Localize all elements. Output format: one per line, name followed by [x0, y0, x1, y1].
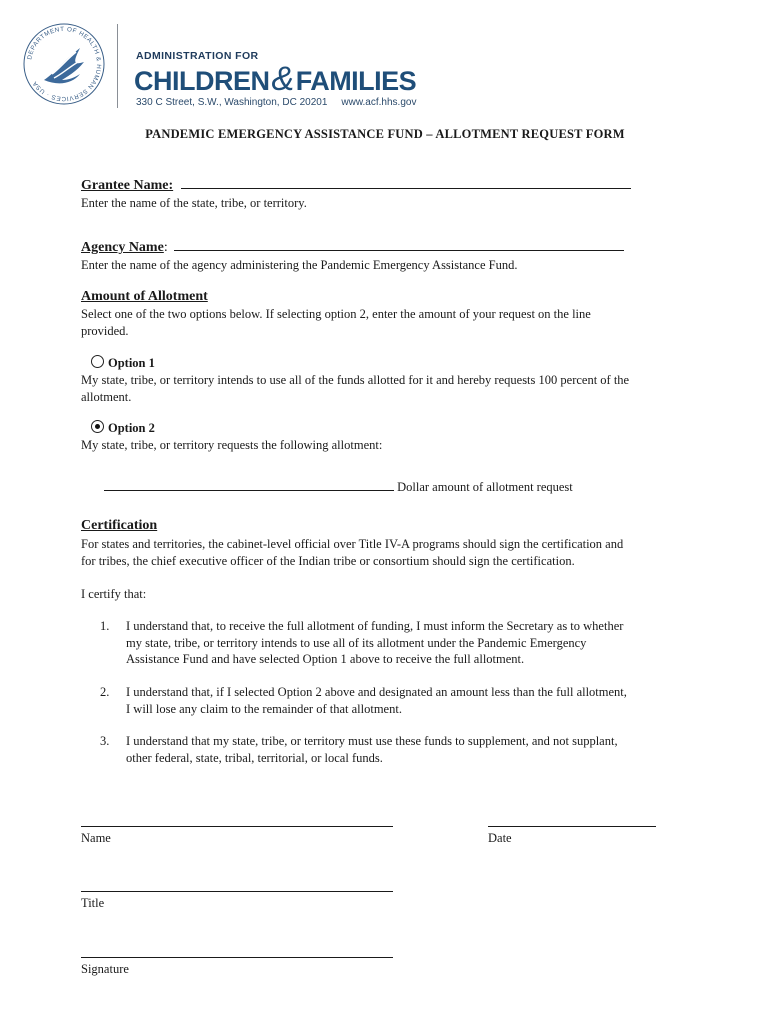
item-number: 3.	[100, 734, 110, 748]
allotment-instructions-line2: provided.	[81, 323, 129, 338]
option2-description: My state, tribe, or territory requests the following allotment:	[81, 438, 383, 452]
title-signature-line[interactable]	[81, 890, 393, 892]
amount-field[interactable]	[104, 478, 394, 491]
agency-name-field[interactable]	[174, 238, 624, 251]
option2-row[interactable]	[91, 420, 155, 436]
item-line: Assistance Fund and have selected Option 1 above to receive the full allotment.	[126, 652, 525, 666]
grantee-name-field[interactable]	[181, 176, 631, 189]
option1-radio[interactable]	[91, 355, 104, 368]
amount-row	[104, 478, 573, 496]
certification-heading: Certification	[81, 518, 158, 533]
header-address	[136, 97, 416, 108]
option1-desc-line1: My state, tribe, or territory intends to use all of the funds allotted for it and hereby requests 100 percent of the	[81, 373, 630, 387]
agency-label: Agency Name	[81, 240, 164, 255]
item-line: other federal, state, tribal, territorial, or local funds.	[126, 750, 383, 765]
grantee-label: Grantee Name:	[81, 178, 174, 193]
admin-for-text: ADMINISTRATION FOR	[136, 50, 259, 62]
option2-radio[interactable]	[91, 420, 104, 433]
wordmark-ampersand: &	[271, 60, 294, 98]
name-label: Name	[81, 831, 111, 845]
item-line: I will lose any claim to the remainder of that allotment.	[126, 701, 402, 716]
certification-intro-line1: For states and territories, the cabinet-level official over Title IV-A programs should sign the certification and	[81, 537, 624, 551]
item-line: my state, tribe, or territory intends to use all of its allotment under the Pandemic Emergency	[126, 635, 587, 650]
seal-ring-text: DEPARTMENT OF HEALTH & HUMAN SERVICES · USA	[26, 25, 103, 103]
agency-colon: :	[163, 240, 168, 255]
wordmark-families: FAMILIES	[295, 66, 417, 96]
certification-item	[100, 733, 690, 766]
allotment-instructions-line1: Select one of the two options below. If selecting option 2, enter the amount of your request on the line	[81, 307, 591, 321]
item-line: I understand that, to receive the full allotment of funding, I must inform the Secretary as to whether	[126, 619, 624, 633]
amount-caption: Dollar amount of allotment request	[397, 480, 573, 494]
item-number: 2.	[100, 685, 110, 699]
option1-description	[81, 372, 721, 405]
acf-wordmark	[134, 60, 416, 99]
certification-intro	[81, 536, 731, 569]
form-title: PANDEMIC EMERGENCY ASSISTANCE FUND – ALLOTMENT REQUEST FORM	[145, 127, 625, 141]
option2-label: Option 2	[108, 421, 155, 435]
agency-section	[81, 238, 681, 256]
grantee-help: Enter the name of the state, tribe, or territory.	[81, 196, 307, 210]
option1-desc-line2: allotment.	[81, 389, 132, 404]
option1-row[interactable]	[91, 355, 155, 371]
website-text: www.acf.hhs.gov	[341, 97, 417, 108]
certification-item	[100, 684, 690, 717]
date-label: Date	[488, 831, 512, 845]
agency-help: Enter the name of the agency administering the Pandemic Emergency Assistance Fund.	[81, 258, 518, 272]
title-label: Title	[81, 896, 105, 910]
signature-line[interactable]	[81, 956, 393, 958]
item-line: I understand that my state, tribe, or territory must use these funds to supplement, and not supplant,	[126, 734, 618, 748]
allotment-instructions	[81, 306, 721, 339]
name-signature-line[interactable]	[81, 825, 393, 827]
allotment-heading: Amount of Allotment	[81, 289, 208, 304]
option1-label: Option 1	[108, 356, 155, 370]
header-divider	[117, 24, 118, 108]
date-signature-line[interactable]	[488, 825, 656, 827]
certify-text: I certify that:	[81, 587, 147, 601]
hhs-seal-logo	[22, 22, 106, 106]
signature-label: Signature	[81, 962, 129, 976]
item-line: I understand that, if I selected Option 2 above and designated an amount less than the full allotment,	[126, 685, 627, 699]
address-text: 330 C Street, S.W., Washington, DC 20201	[136, 97, 328, 108]
grantee-section	[81, 176, 681, 194]
certification-item	[100, 618, 690, 668]
certification-intro-line2: for tribes, the chief executive officer of the Indian tribe or consortium should sign the certification.	[81, 553, 575, 568]
item-number: 1.	[100, 619, 110, 633]
wordmark-children: CHILDREN	[134, 66, 270, 96]
